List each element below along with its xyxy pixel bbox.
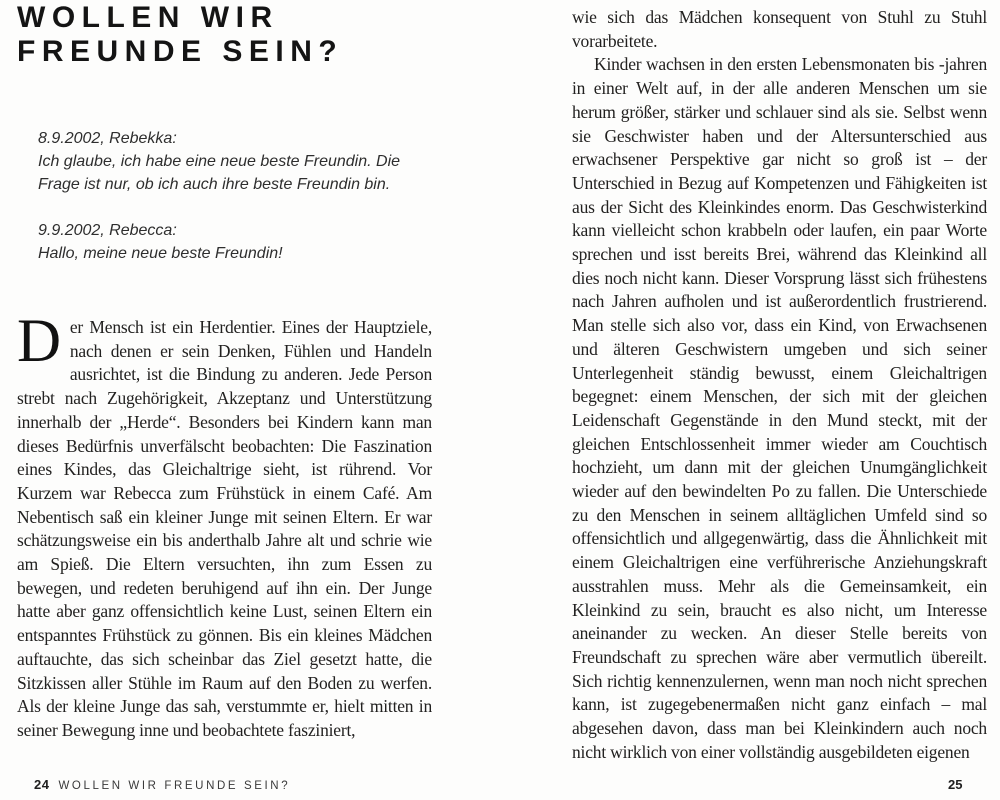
running-title: WOLLEN WIR FREUNDE SEIN? xyxy=(58,780,291,792)
chapter-title xyxy=(17,1,343,69)
body-paragraph xyxy=(17,308,432,743)
diary-entry-text: Ich glaube, ich habe eine neue beste Freundin. Die Frage ist nur, ob ich auch ihre beste Freundin bin. xyxy=(38,153,401,193)
diary-entry xyxy=(38,219,416,265)
body-text-left xyxy=(17,308,432,743)
right-page xyxy=(572,0,987,800)
chapter-title-line-1: WOLLEN WIR xyxy=(17,1,279,34)
left-page xyxy=(17,0,432,800)
diary-section xyxy=(38,127,416,265)
chapter-title-line-2: FREUNDE SEIN? xyxy=(17,35,344,68)
drop-cap: D xyxy=(17,308,61,375)
page-footer-left xyxy=(34,777,290,792)
body-paragraph-2: Kinder wachsen in den ersten Lebensmonaten bis -jahren in einer Welt auf, in der alle anderen Menschen um sie herum größer, stärker und schlauer sind als sie. Selbst wenn sie Geschwister haben und der Altersunterschied aus erwachsener Perspektive gar nicht so groß ist – der Unterschied in Bezug auf Kompetenzen und Fähigkeiten ist aus der Sicht des Kleinkindes enorm. Das Geschwisterkind kann vielleicht schon krabbeln oder laufen, ein paar Worte sprechen und isst bereits Brei, während das Kleinkind all dies noch nicht kann. Dieser Vorsprung lässt sich frühestens nach Jahren aufholen und ist außerordentlich frustrierend. Man stelle sich also vor, dass ein Kind, von Erwachsenen und älteren Geschwistern umgeben und sich seiner Unterlegenheit ständig bewusst, einem Gleichaltrigen begegnet: einem Menschen, der sich mit der gleichen Leidenschaft Gegenstände in den Mund steckt, mit der gleichen Entschlossenheit immer wieder am Couchtisch hochzieht, um dann mit der gleichen Unumgänglichkeit wieder auf den bewindelten Po zu fallen. Die Unterschiede zu den Menschen in seinem alltäglichen Umfeld sind so offensichtlich und allgegenwärtig, dass die Ähnlichkeit mit einem Gleichaltrigen eine verführerische Anziehungskraft ausstrahlen muss. Mehr als die Gemeinsamkeit, ein Kleinkind zu sein, braucht es also nicht, um Interesse aneinander zu wecken. An dieser Stelle bereits von Freundschaft zu sprechen wäre aber vermutlich übereilt. Sich richtig kennenzulernen, wenn man noch nicht sprechen kann, ist zugegebenermaßen nicht ganz einfach – mal abgesehen davon, dass man bei Kleinkindern auch noch nicht wirklich von einer vollständig ausgebildeten eigenen xyxy=(572,54,987,762)
body-paragraph-continuation: wie sich das Mädchen konsequent von Stuhl zu Stuhl vorarbeitete. xyxy=(572,7,987,51)
body-paragraph-text: er Mensch ist ein Herdentier. Eines der Hauptziele, nach denen er sein Denken, Fühlen und Handeln ausrichtet, ist die Bindung zu anderen. Jede Person strebt nach Zugehörigkeit, Akzeptanz und Unterstützung innerhalb der „Herde“. Besonders bei Kindern kann man dieses Bedürfnis unverfälscht beobachten: Die Faszination eines Kindes, das Gleichaltrige sieht, ist rührend. Vor Kurzem war Rebecca zum Frühstück in einem Café. Am Nebentisch saß ein kleiner Junge mit seinen Eltern. Er war schätzungsweise ein bis anderthalb Jahre alt und schrie wie am Spieß. Die Eltern versuchten, ihn zum Essen zu bewegen, und redeten beruhigend auf ihn ein. Der Junge hatte aber ganz offensichtlich keine Lust, seinen Eltern ein entspanntes Frühstück zu gönnen. Bis ein kleines Mädchen auftauchte, das sich scheinbar das Ziel gesetzt hatte, die Sitzkissen aller Stühle im Raum auf den Boden zu werfen. Als der kleine Junge das sah, verstummte er, hielt mitten in seiner Bewegung inne und beobachtete fasziniert, xyxy=(17,317,432,740)
page-number-right: 25 xyxy=(948,777,963,792)
page-number-left: 24 xyxy=(34,777,50,792)
diary-entry-heading: 9.9.2002, Rebecca: xyxy=(38,222,177,239)
body-text-right xyxy=(572,6,987,765)
diary-entry-text: Hallo, meine neue beste Freundin! xyxy=(38,245,283,262)
diary-entry-heading: 8.9.2002, Rebekka: xyxy=(38,130,177,147)
diary-entry xyxy=(38,127,416,196)
